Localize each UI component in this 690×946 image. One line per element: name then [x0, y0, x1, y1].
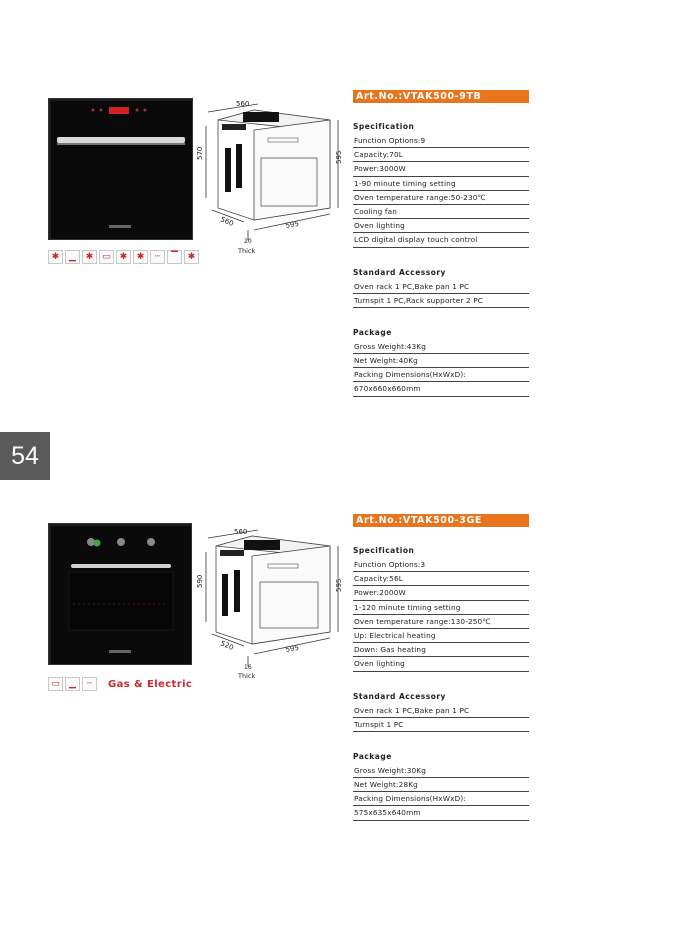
dim-depth: 520: [219, 639, 235, 652]
specification-title: Specification: [353, 122, 415, 131]
package-row: Net Weight:40Kg: [353, 354, 529, 368]
dim-height: 570: [196, 146, 204, 160]
fan-heat-icon: ✱: [48, 250, 63, 264]
spec-row: Capacity:70L: [353, 148, 529, 162]
oven-front-illustration: [49, 99, 194, 241]
accessory-row: Turnspit 1 PC: [353, 718, 529, 732]
spec-row: Oven temperature range:50-230℃: [353, 191, 529, 205]
article-number: Art.No.:VTAK500-9TB: [353, 90, 529, 103]
dim-width: 595: [284, 643, 300, 654]
accessory-row: Turnspit 1 PC,Rack supporter 2 PC: [353, 294, 529, 308]
article-number: Art.No.:VTAK500-3GE: [353, 514, 529, 527]
top-heat-icon: ▔: [167, 250, 182, 264]
dim-top-width: 560: [234, 528, 248, 536]
grill-fan-icon: ✱: [133, 250, 148, 264]
spec-row: Down: Gas heating: [353, 643, 529, 657]
function-icons: [48, 677, 97, 691]
fan-grill-icon: ✱: [184, 250, 199, 264]
spec-row: Function Options:9: [353, 134, 529, 148]
package-row: Packing Dimensions(HxWxD):: [353, 368, 529, 382]
thick-label: Thick: [238, 247, 256, 255]
page-number-tab: [0, 432, 50, 480]
package-title: Package: [353, 327, 392, 337]
oven-photo: [48, 523, 192, 665]
top-bottom-heat-icon: ▭: [99, 250, 114, 264]
dim-thick: 16: [244, 664, 252, 671]
dimension-diagram: [198, 522, 344, 682]
spec-row: Oven lighting: [353, 219, 529, 233]
spec-row: Capacity:56L: [353, 572, 529, 586]
dim-front-height: 595: [335, 578, 343, 592]
door-handle: [71, 564, 171, 568]
fan-icon: ✱: [116, 250, 131, 264]
dim-thick: 20: [244, 238, 252, 245]
oven-front-illustration: [49, 524, 193, 666]
spec-row: Up: Electrical heating: [353, 629, 529, 643]
accessory-row: Oven rack 1 PC,Bake pan 1 PC: [353, 280, 529, 294]
display-panel: [109, 107, 129, 114]
package-row: Gross Weight:30Kg: [353, 764, 529, 778]
thick-label: Thick: [238, 672, 256, 680]
page-number: 54: [11, 441, 39, 470]
control-knob: [147, 538, 155, 546]
spec-row: Power:2000W: [353, 586, 529, 600]
package-row: Gross Weight:43Kg: [353, 340, 529, 354]
bottom-heat-icon: ▁: [65, 250, 80, 264]
spec-panel: [353, 514, 529, 821]
spec-row: Oven temperature range:130-250℃: [353, 615, 529, 629]
accessory-row: Oven rack 1 PC,Bake pan 1 PC: [353, 704, 529, 718]
bottom-heat-icon: ▁: [65, 677, 80, 691]
package-row: 670x660x660mm: [353, 382, 529, 396]
spec-row: Function Options:3: [353, 558, 529, 572]
spec-panel: [353, 90, 529, 397]
door-handle: [57, 137, 185, 143]
package-row: Packing Dimensions(HxWxD):: [353, 792, 529, 806]
dimension-diagram: [198, 98, 344, 258]
package-row: 575x635x640mm: [353, 806, 529, 820]
fuel-type-label: Gas & Electric: [108, 679, 193, 690]
spec-row: 1-90 minute timing setting: [353, 177, 529, 191]
top-bottom-heat-icon: ▭: [48, 677, 63, 691]
dim-depth: 560: [219, 215, 235, 228]
grill-icon: ┄: [150, 250, 165, 264]
spec-row: Oven lighting: [353, 657, 529, 671]
indicator-light: [94, 540, 101, 547]
dim-front-height: 595: [335, 150, 343, 164]
accessory-title: Standard Accessory: [353, 691, 446, 701]
grill-icon: ┄: [82, 677, 97, 691]
dim-height: 590: [196, 574, 204, 588]
specification-title: Specification: [353, 546, 415, 555]
dim-top-width: 560: [236, 100, 250, 108]
accessory-title: Standard Accessory: [353, 267, 446, 277]
spec-row: Cooling fan: [353, 205, 529, 219]
spec-row: Power:3000W: [353, 162, 529, 176]
package-row: Net Weight:28Kg: [353, 778, 529, 792]
spec-row: LCD digital display touch control: [353, 233, 529, 247]
dim-width: 595: [284, 219, 300, 230]
spec-row: 1-120 minute timing setting: [353, 601, 529, 615]
control-knob: [117, 538, 125, 546]
fan-icon: ✱: [82, 250, 97, 264]
function-icons: [48, 250, 199, 264]
oven-photo: [48, 98, 193, 240]
package-title: Package: [353, 751, 392, 761]
